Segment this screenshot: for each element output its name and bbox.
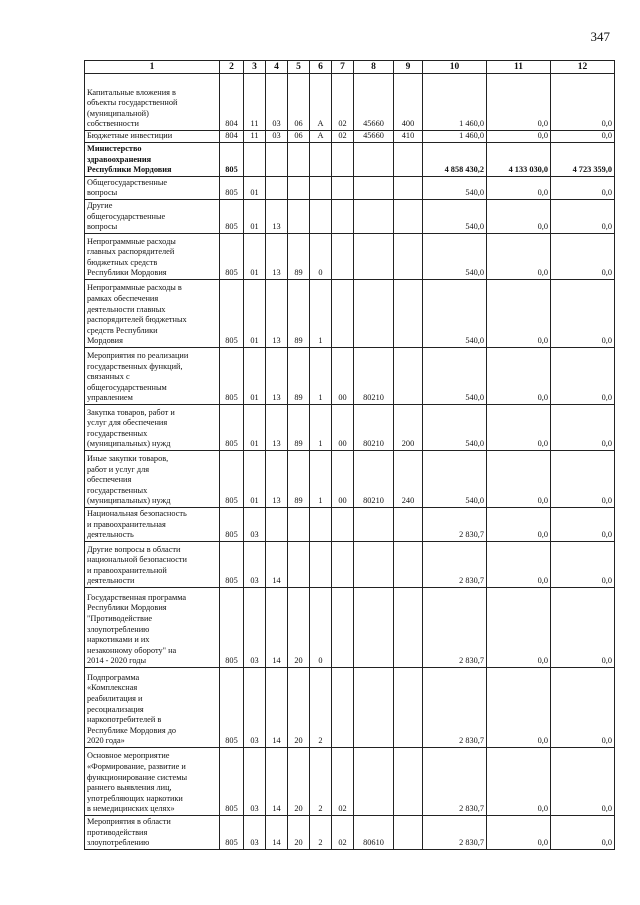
table-cell: 804 bbox=[220, 74, 244, 131]
table-cell: 0,0 bbox=[487, 280, 551, 348]
table-cell: 03 bbox=[244, 668, 266, 748]
table-cell bbox=[354, 542, 394, 588]
table-cell: 14 bbox=[266, 542, 288, 588]
table-cell: 0,0 bbox=[487, 588, 551, 668]
table-cell: 805 bbox=[220, 451, 244, 508]
table-cell bbox=[394, 542, 423, 588]
column-header: 10 bbox=[423, 61, 487, 74]
table-cell: 20 bbox=[288, 588, 310, 668]
table-cell bbox=[354, 588, 394, 668]
table-cell bbox=[310, 177, 332, 200]
row-name-cell: Капитальные вложения в объекты государственной (муниципальной) собственности bbox=[85, 74, 220, 131]
table-cell: 80210 bbox=[354, 405, 394, 451]
row-name-cell: Закупка товаров, работ и услуг для обеспечения государственных (муниципальных) нужд bbox=[85, 405, 220, 451]
table-cell: 01 bbox=[244, 200, 266, 234]
table-cell: 03 bbox=[266, 74, 288, 131]
row-name-cell: Основное мероприятие «Формирование, развитие и функционирование системы раннего выявления лиц, употребляющих наркотики в немедицинских целях» bbox=[85, 748, 220, 816]
row-name-cell: Другие вопросы в области национальной безопасности и правоохранительной деятельности bbox=[85, 542, 220, 588]
table-cell: 01 bbox=[244, 405, 266, 451]
table-cell: 0,0 bbox=[487, 405, 551, 451]
table-cell: 1 460,0 bbox=[423, 131, 487, 143]
table-cell: 80210 bbox=[354, 348, 394, 405]
table-cell: 540,0 bbox=[423, 200, 487, 234]
table-cell bbox=[354, 143, 394, 177]
table-cell: 805 bbox=[220, 668, 244, 748]
table-cell: 13 bbox=[266, 405, 288, 451]
table-cell: 89 bbox=[288, 280, 310, 348]
table-cell bbox=[288, 200, 310, 234]
column-header: 12 bbox=[551, 61, 615, 74]
table-cell: 14 bbox=[266, 748, 288, 816]
table-cell: 4 858 430,2 bbox=[423, 143, 487, 177]
table-cell: 0,0 bbox=[551, 588, 615, 668]
table-cell: 13 bbox=[266, 451, 288, 508]
table-cell: 02 bbox=[332, 816, 354, 850]
table-cell: 805 bbox=[220, 542, 244, 588]
table-cell: 805 bbox=[220, 143, 244, 177]
table-cell: 0,0 bbox=[551, 451, 615, 508]
table-body bbox=[85, 74, 615, 850]
page-number: 347 bbox=[590, 29, 610, 44]
table-cell: 805 bbox=[220, 816, 244, 850]
table-cell: 11 bbox=[244, 74, 266, 131]
table-cell: 2 bbox=[310, 748, 332, 816]
table-cell bbox=[244, 143, 266, 177]
table-cell: 03 bbox=[244, 588, 266, 668]
table-row bbox=[85, 177, 615, 200]
table-cell: 4 133 030,0 bbox=[487, 143, 551, 177]
table-cell bbox=[288, 508, 310, 542]
table-cell bbox=[354, 668, 394, 748]
table-row bbox=[85, 748, 615, 816]
table-cell: 00 bbox=[332, 405, 354, 451]
table-cell: 1 bbox=[310, 405, 332, 451]
table-cell bbox=[310, 143, 332, 177]
table-cell: 4 723 359,0 bbox=[551, 143, 615, 177]
table-cell: 01 bbox=[244, 280, 266, 348]
column-header: 1 bbox=[85, 61, 220, 74]
row-name-cell: Непрограммные расходы главных распорядителей бюджетных средств Республики Мордовия bbox=[85, 234, 220, 280]
header-row bbox=[85, 61, 615, 74]
table-row bbox=[85, 451, 615, 508]
table-cell: 20 bbox=[288, 816, 310, 850]
table-cell: 410 bbox=[394, 131, 423, 143]
table-cell: 0,0 bbox=[487, 748, 551, 816]
table-cell: 0,0 bbox=[487, 668, 551, 748]
table-cell bbox=[266, 143, 288, 177]
column-header: 2 bbox=[220, 61, 244, 74]
table-cell: 02 bbox=[332, 131, 354, 143]
table-cell: 0 bbox=[310, 234, 332, 280]
table-cell: 0,0 bbox=[551, 280, 615, 348]
table-cell: 805 bbox=[220, 234, 244, 280]
table-cell: 0,0 bbox=[551, 542, 615, 588]
table-cell: 01 bbox=[244, 177, 266, 200]
table-cell bbox=[354, 234, 394, 280]
table-cell: 0,0 bbox=[551, 234, 615, 280]
table-row bbox=[85, 74, 615, 131]
table-cell: 14 bbox=[266, 588, 288, 668]
table-cell: 11 bbox=[244, 131, 266, 143]
table-cell: 540,0 bbox=[423, 405, 487, 451]
table-cell: 02 bbox=[332, 748, 354, 816]
table-header bbox=[85, 61, 615, 74]
table-cell bbox=[354, 748, 394, 816]
table-cell: 0,0 bbox=[487, 234, 551, 280]
table-cell: 13 bbox=[266, 200, 288, 234]
table-cell: 2 bbox=[310, 668, 332, 748]
table-cell: 01 bbox=[244, 234, 266, 280]
table-cell: 805 bbox=[220, 588, 244, 668]
table-cell bbox=[394, 668, 423, 748]
table-cell: 0,0 bbox=[551, 131, 615, 143]
table-cell: 2 830,7 bbox=[423, 542, 487, 588]
table-cell: 13 bbox=[266, 280, 288, 348]
row-name-cell: Подпрограмма «Комплексная реабилитация и ресоциализация наркопотребителей в Республике Мордовия до 2020 года» bbox=[85, 668, 220, 748]
table-cell: 0,0 bbox=[551, 508, 615, 542]
table-cell: 805 bbox=[220, 177, 244, 200]
row-name-cell: Мероприятия по реализации государственных функций, связанных с общегосударственным управлением bbox=[85, 348, 220, 405]
table-row bbox=[85, 588, 615, 668]
table-cell bbox=[332, 542, 354, 588]
table-cell: 0 bbox=[310, 588, 332, 668]
column-header: 6 bbox=[310, 61, 332, 74]
table-cell bbox=[354, 280, 394, 348]
table-cell bbox=[310, 508, 332, 542]
table-row bbox=[85, 234, 615, 280]
table-cell: 1 bbox=[310, 451, 332, 508]
table-cell: 80610 bbox=[354, 816, 394, 850]
table-cell bbox=[310, 200, 332, 234]
table-cell: 805 bbox=[220, 508, 244, 542]
table-cell bbox=[354, 200, 394, 234]
table-cell: 45660 bbox=[354, 131, 394, 143]
table-cell: 1 bbox=[310, 280, 332, 348]
table-cell: 80210 bbox=[354, 451, 394, 508]
table-cell bbox=[332, 177, 354, 200]
table-row bbox=[85, 816, 615, 850]
table-cell: 03 bbox=[244, 748, 266, 816]
column-header: 8 bbox=[354, 61, 394, 74]
table-cell: 2 830,7 bbox=[423, 508, 487, 542]
table-cell bbox=[310, 542, 332, 588]
table-cell: 89 bbox=[288, 234, 310, 280]
table-cell: 2 bbox=[310, 816, 332, 850]
column-header: 4 bbox=[266, 61, 288, 74]
table-cell bbox=[332, 508, 354, 542]
table-cell: 540,0 bbox=[423, 348, 487, 405]
table-cell: 0,0 bbox=[487, 451, 551, 508]
table-cell bbox=[394, 177, 423, 200]
table-cell bbox=[332, 143, 354, 177]
table-row bbox=[85, 280, 615, 348]
row-name-cell: Общегосударственные вопросы bbox=[85, 177, 220, 200]
table-cell: 06 bbox=[288, 131, 310, 143]
column-header: 11 bbox=[487, 61, 551, 74]
table-cell: 1 bbox=[310, 348, 332, 405]
table-cell: 0,0 bbox=[551, 668, 615, 748]
table-cell: 805 bbox=[220, 348, 244, 405]
table-cell: 89 bbox=[288, 451, 310, 508]
table-row bbox=[85, 668, 615, 748]
table-cell: 00 bbox=[332, 348, 354, 405]
table-cell: 01 bbox=[244, 348, 266, 405]
table-row bbox=[85, 508, 615, 542]
table-cell: 540,0 bbox=[423, 280, 487, 348]
table-cell: 03 bbox=[244, 542, 266, 588]
table-cell: 03 bbox=[244, 508, 266, 542]
table-cell: 0,0 bbox=[487, 177, 551, 200]
table-cell: 2 830,7 bbox=[423, 816, 487, 850]
table-cell bbox=[394, 348, 423, 405]
row-name-cell: Другие общегосударственные вопросы bbox=[85, 200, 220, 234]
table-cell: 0,0 bbox=[487, 131, 551, 143]
table-cell bbox=[394, 588, 423, 668]
table-cell: 03 bbox=[244, 816, 266, 850]
table-cell bbox=[394, 816, 423, 850]
table-cell: 0,0 bbox=[487, 348, 551, 405]
table-cell: 0,0 bbox=[551, 816, 615, 850]
table-cell bbox=[354, 177, 394, 200]
table-cell: 02 bbox=[332, 74, 354, 131]
table-cell: 0,0 bbox=[487, 74, 551, 131]
table-cell: 14 bbox=[266, 816, 288, 850]
table-cell: 200 bbox=[394, 405, 423, 451]
row-name-cell: Мероприятия в области противодействия злоупотреблению bbox=[85, 816, 220, 850]
table-row bbox=[85, 200, 615, 234]
table-cell: 0,0 bbox=[551, 348, 615, 405]
table-cell bbox=[332, 234, 354, 280]
table-cell: 2 830,7 bbox=[423, 748, 487, 816]
table-cell bbox=[332, 588, 354, 668]
table-cell: 805 bbox=[220, 280, 244, 348]
table-cell: 240 bbox=[394, 451, 423, 508]
table-cell: 540,0 bbox=[423, 177, 487, 200]
table-cell: 45660 bbox=[354, 74, 394, 131]
table-cell: 540,0 bbox=[423, 451, 487, 508]
table-cell: 0,0 bbox=[551, 200, 615, 234]
table-cell: 805 bbox=[220, 748, 244, 816]
table-cell: 00 bbox=[332, 451, 354, 508]
table-cell: 0,0 bbox=[551, 177, 615, 200]
table-row bbox=[85, 405, 615, 451]
table-cell bbox=[354, 508, 394, 542]
table-cell bbox=[394, 234, 423, 280]
row-name-cell: Непрограммные расходы в рамках обеспечения деятельности главных распорядителей бюджетных средств Республики Мордовия bbox=[85, 280, 220, 348]
table-cell: 1 460,0 bbox=[423, 74, 487, 131]
row-name-cell: Иные закупки товаров, работ и услуг для обеспечения государственных (муниципальных) нужд bbox=[85, 451, 220, 508]
table-cell bbox=[288, 143, 310, 177]
row-name-cell: Национальная безопасность и правоохранительная деятельность bbox=[85, 508, 220, 542]
table-cell bbox=[266, 508, 288, 542]
column-header: 5 bbox=[288, 61, 310, 74]
row-name-cell: Бюджетные инвестиции bbox=[85, 131, 220, 143]
table-cell: 20 bbox=[288, 668, 310, 748]
table-cell bbox=[394, 280, 423, 348]
table-row bbox=[85, 143, 615, 177]
table-cell: 2 830,7 bbox=[423, 668, 487, 748]
table-cell: 540,0 bbox=[423, 234, 487, 280]
table-row bbox=[85, 131, 615, 143]
table-cell: 0,0 bbox=[551, 748, 615, 816]
table-cell: 89 bbox=[288, 405, 310, 451]
table-cell: 0,0 bbox=[551, 405, 615, 451]
table-cell bbox=[394, 508, 423, 542]
table-cell: 805 bbox=[220, 200, 244, 234]
table-cell: 2 830,7 bbox=[423, 588, 487, 668]
table-cell bbox=[288, 177, 310, 200]
table-cell: 0,0 bbox=[551, 74, 615, 131]
table-cell: 06 bbox=[288, 74, 310, 131]
table-cell bbox=[288, 542, 310, 588]
table-cell: 400 bbox=[394, 74, 423, 131]
table-cell: 0,0 bbox=[487, 508, 551, 542]
table-row bbox=[85, 348, 615, 405]
table-cell: 0,0 bbox=[487, 542, 551, 588]
table-cell bbox=[332, 200, 354, 234]
table-cell bbox=[394, 200, 423, 234]
row-name-cell: Государственная программа Республики Мордовия "Противодействие злоупотреблению наркотиками и их незаконному обороту" на 2014 - 2020 годы bbox=[85, 588, 220, 668]
table-cell: 20 bbox=[288, 748, 310, 816]
table-cell: 03 bbox=[266, 131, 288, 143]
table-cell: 01 bbox=[244, 451, 266, 508]
budget-table bbox=[84, 60, 615, 850]
table-cell bbox=[394, 748, 423, 816]
column-header: 3 bbox=[244, 61, 266, 74]
column-header: 7 bbox=[332, 61, 354, 74]
table-cell: 804 bbox=[220, 131, 244, 143]
table-cell: 0,0 bbox=[487, 200, 551, 234]
table-cell: 0,0 bbox=[487, 816, 551, 850]
table-cell: 14 bbox=[266, 668, 288, 748]
table-cell: 805 bbox=[220, 405, 244, 451]
table-cell: 13 bbox=[266, 234, 288, 280]
table-cell: А bbox=[310, 74, 332, 131]
table-cell bbox=[266, 177, 288, 200]
table-cell: 13 bbox=[266, 348, 288, 405]
table-cell bbox=[332, 280, 354, 348]
row-name-cell: Министерство здравоохранения Республики Мордовия bbox=[85, 143, 220, 177]
column-header: 9 bbox=[394, 61, 423, 74]
table-cell bbox=[332, 668, 354, 748]
table-cell: 89 bbox=[288, 348, 310, 405]
table-row bbox=[85, 542, 615, 588]
table-cell: А bbox=[310, 131, 332, 143]
table-cell bbox=[394, 143, 423, 177]
